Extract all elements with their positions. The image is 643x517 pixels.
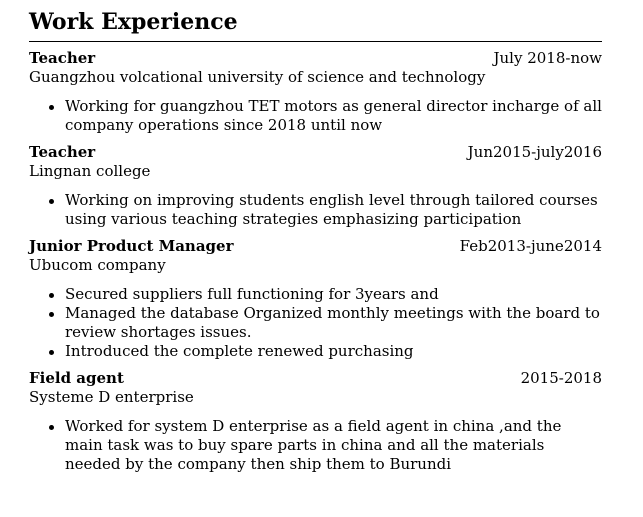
job-title: Field agent xyxy=(29,369,124,387)
job-organization: Ubucom company xyxy=(29,256,166,274)
job-header xyxy=(29,49,602,68)
job-organization: Guangzhou volcational university of science and technology xyxy=(29,68,486,86)
section-divider xyxy=(29,41,602,42)
bullet-item xyxy=(29,304,602,342)
bullet-text: Managed the database Organized monthly meetings with the board to review shortages issues. xyxy=(65,304,600,341)
job-entry xyxy=(29,369,602,474)
job-date: July 2018-now xyxy=(493,49,602,67)
bullet-text: Introduced the complete renewed purchasing xyxy=(65,342,414,360)
bullet-text: Worked for system D enterprise as a field agent in china ,and the main task was to buy spare parts in china and all the materials needed by the company then ship them to Burundi xyxy=(65,417,562,473)
job-entry xyxy=(29,237,602,361)
bullet-text: Working for guangzhou TET motors as general director incharge of all company operations since 2018 until now xyxy=(65,97,602,134)
bullet-dot-icon xyxy=(49,350,54,355)
job-date: Feb2013-june2014 xyxy=(459,237,602,255)
bullet-dot-icon xyxy=(49,312,54,317)
job-header xyxy=(29,369,602,388)
job-date: 2015-2018 xyxy=(520,369,602,387)
job-bullets xyxy=(29,285,602,361)
bullet-item xyxy=(29,417,602,474)
job-organization: Systeme D enterprise xyxy=(29,388,194,406)
job-bullets xyxy=(29,191,602,229)
job-header xyxy=(29,143,602,162)
job-date: Jun2015-july2016 xyxy=(467,143,602,161)
job-organization: Lingnan college xyxy=(29,162,151,180)
bullet-text: Secured suppliers full functioning for 3years and xyxy=(65,285,439,303)
job-title: Teacher xyxy=(29,49,96,67)
bullet-dot-icon xyxy=(49,105,54,110)
bullet-item xyxy=(29,285,602,304)
bullet-text: Working on improving students english level through tailored courses using various teaching strategies emphasizing participation xyxy=(65,191,598,228)
bullet-dot-icon xyxy=(49,425,54,430)
bullet-item xyxy=(29,97,602,135)
job-entry xyxy=(29,143,602,229)
bullet-dot-icon xyxy=(49,293,54,298)
bullet-item xyxy=(29,191,602,229)
section-title: Work Experience xyxy=(29,9,238,35)
bullet-item xyxy=(29,342,602,361)
job-bullets xyxy=(29,97,602,135)
work-experience-section xyxy=(29,8,602,482)
job-entry xyxy=(29,49,602,135)
bullet-dot-icon xyxy=(49,199,54,204)
job-title: Junior Product Manager xyxy=(29,237,234,255)
job-bullets xyxy=(29,417,602,474)
job-header xyxy=(29,237,602,256)
job-title: Teacher xyxy=(29,143,96,161)
